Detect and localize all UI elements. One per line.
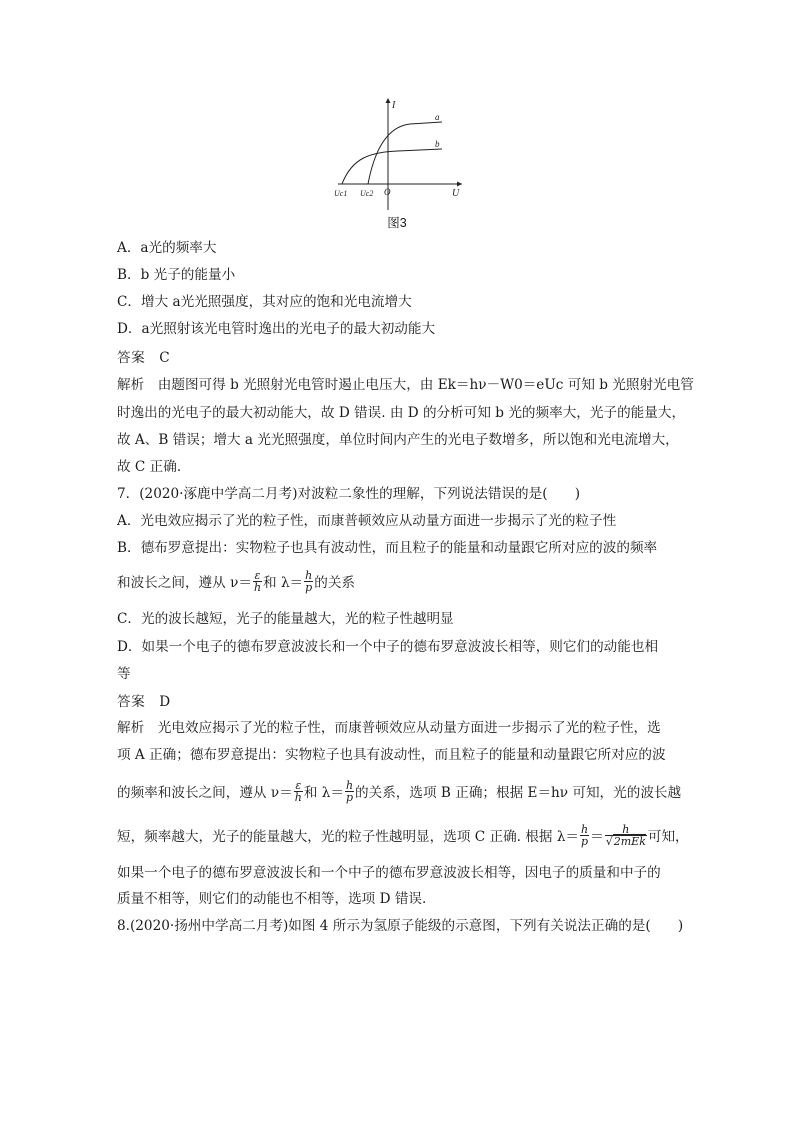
fraction-h-over-sqrt — [605, 824, 647, 847]
fraction-h-over-p — [304, 570, 313, 593]
u-axis-arrow — [457, 182, 462, 187]
q7-option-a: A．光电效应揭示了光的粒子性，而康普顿效应从动量方面进一步揭示了光的粒子性 — [117, 513, 617, 529]
q6-explanation-line: 故 C 正确. — [117, 459, 182, 475]
iu-graph — [330, 92, 470, 212]
q7-explanation-line-with-fractions — [117, 779, 685, 805]
q7-explanation-line: 质量不相等，则它们的动能也不相等，选项 D 错误. — [117, 891, 427, 907]
q7-exp3-mid: 和 λ＝ — [303, 785, 344, 801]
fraction-numerator: h — [605, 824, 647, 836]
origin-label: O — [384, 187, 391, 197]
q6-explanation-line: 解析 由题图可得 b 光照射光电管时遏止电压大，由 Ek＝hν－W0＝eUc 可知 b 光照射光电管 — [117, 377, 694, 393]
fraction-numerator: h — [581, 823, 589, 836]
q7-option-b-mid: 和 λ＝ — [263, 575, 304, 591]
sqrt-radicand: 2mEk — [613, 835, 646, 848]
fraction-h-over-p — [580, 824, 589, 847]
fraction-denominator: p — [581, 835, 589, 848]
q7-option-d-line2: 等 — [117, 666, 131, 682]
fraction-denominator: p — [305, 581, 313, 594]
uc1-label: Uc1 — [334, 189, 348, 198]
fraction-denominator: h — [294, 791, 302, 804]
axis-i-label: I — [392, 100, 396, 111]
q8-stem: 8.(2020·扬州中学高二月考)如图 4 所示为氢原子能级的示意图，下列有关说法正确的是( ) — [117, 918, 684, 934]
q7-exp3-post: 的关系，选项 B 正确；根据 E＝hν 可知，光的波长越 — [355, 785, 682, 801]
q7-exp4-pre: 短，频率越大，光子的能量越大，光的粒子性越明显，选项 C 正确. 根据 λ＝ — [117, 829, 580, 845]
fraction-denominator: h — [253, 581, 262, 594]
fraction-numerator: ε — [295, 779, 302, 792]
q7-option-b-line1: B．德布罗意提出：实物粒子也具有波动性，而且粒子的能量和动量跟它所对应的波的频率 — [117, 540, 658, 556]
fraction-numerator: ε — [254, 569, 261, 582]
q7-explanation-line: 如果一个电子的德布罗意波波长和一个中子的德布罗意波波长相等，因电子的质量和中子的 — [117, 865, 661, 881]
q7-exp4-post: 可知， — [647, 829, 689, 845]
fraction-denominator: √2mEk — [605, 835, 646, 848]
q6-option-c: C．增大 a光光照强度，其对应的饱和光电流增大 — [117, 294, 412, 310]
q6-option-a: A．a光的频率大 — [117, 240, 217, 256]
q7-exp3-pre: 的频率和波长之间，遵从 ν＝ — [117, 785, 293, 801]
q7-answer: 答案 D — [117, 694, 171, 710]
q7-explanation-line: 项 A 正确；德布罗意提出：实物粒子也具有波动性，而且粒子的能量和动量跟它所对应的波 — [117, 747, 666, 763]
q7-explanation-line-with-fractions: 短，频率越大，光子的能量越大，光的粒子性越明显，选项 C 正确. 根据 λ＝ $\frac{h}{p}$ ＝ $\frac{h}{\text{√2mEk}}$ 可知， — [117, 823, 689, 848]
q7-option-d-line1: D．如果一个电子的德布罗意波波长和一个中子的德布罗意波波长相等，则它们的动能也相 — [117, 639, 659, 655]
fraction-denominator: p — [345, 791, 353, 804]
q6-option-b: B．b 光子的能量小 — [117, 267, 236, 283]
uc2-label: Uc2 — [360, 189, 374, 198]
curve-b — [342, 149, 442, 184]
fraction-h-over-p — [345, 780, 354, 803]
q6-answer: 答案 C — [117, 350, 171, 366]
curve-a-label: a — [435, 112, 440, 122]
axis-u-label: U — [452, 188, 460, 199]
figure-3-photoelectric-graph — [330, 92, 470, 212]
q7-option-b-line2 — [117, 569, 685, 595]
fraction-numerator: h — [305, 569, 313, 582]
fraction-numerator: h — [345, 779, 354, 792]
q6-explanation-line: 故 A、B 错误；增大 a 光光照强度，单位时间内产生的光电子数增多，所以饱和光电流增大， — [117, 432, 679, 448]
q7-stem: 7．(2020·涿鹿中学高二月考)对波粒二象性的理解，下列说法错误的是( ) — [117, 486, 580, 502]
fraction-eps-over-h — [253, 570, 262, 593]
q7-option-b-pre: 和波长之间，遵从 ν＝ — [117, 575, 252, 591]
figure-caption: 图3 — [387, 216, 407, 230]
q7-explanation-line: 解析 光电效应揭示了光的粒子性，而康普顿效应从动量方面进一步揭示了光的粒子性，选 — [117, 720, 661, 736]
curve-b-label: b — [435, 139, 440, 149]
q6-explanation-line: 时逸出的光电子的最大初动能大，故 D 错误. 由 D 的分析可知 b 光的频率大，光子的能量大， — [117, 405, 686, 421]
q7-option-b-post: 的关系 — [314, 575, 356, 591]
q7-option-c: C．光的波长越短，光子的能量越大，光的粒子性越明显 — [117, 611, 454, 627]
fraction-eps-over-h — [294, 780, 303, 803]
i-axis-arrow — [386, 98, 391, 103]
q6-option-d: D．a光照射该光电管时逸出的光电子的最大初动能大 — [117, 321, 436, 337]
